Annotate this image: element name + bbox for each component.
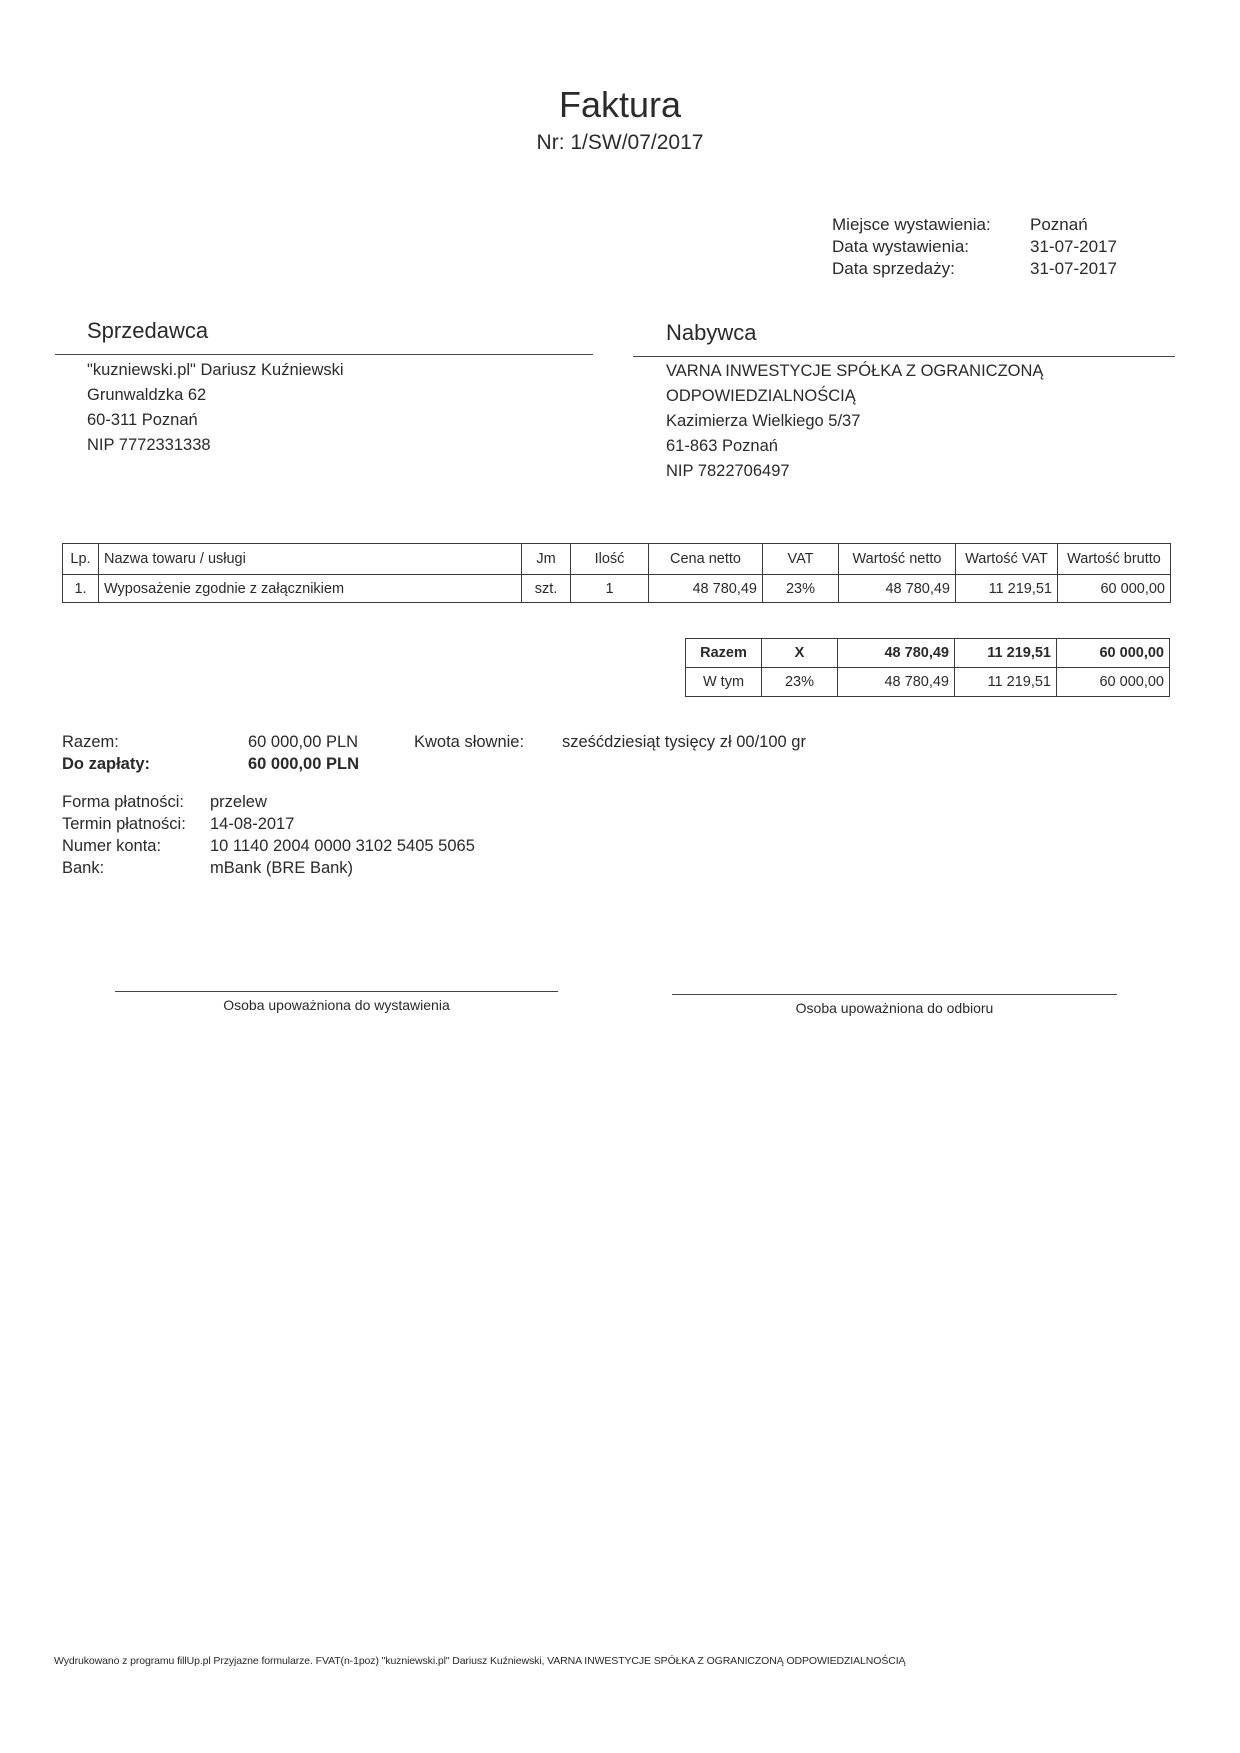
buyer-name-line2: ODPOWIEDZIALNOŚCIĄ (666, 387, 856, 405)
seller-divider (55, 354, 593, 355)
buyer-nip: NIP 7822706497 (666, 462, 790, 480)
summary-total-label: Razem: (62, 733, 119, 751)
payment-value: 10 1140 2004 0000 3102 5405 5065 (210, 837, 475, 855)
meta-value: Poznań (1030, 215, 1088, 234)
payment-label: Termin płatności: (62, 815, 186, 833)
payment-row-method (62, 791, 475, 813)
meta-value: 31-07-2017 (1030, 237, 1117, 256)
items-header-row (63, 544, 1171, 575)
totals-gross: 60 000,00 (1057, 668, 1170, 697)
cell-name: Wyposażenie zgodnie z załącznikiem (99, 575, 522, 603)
payment-label: Numer konta: (62, 837, 162, 855)
seller-block (87, 358, 344, 458)
summary-total-value: 60 000,00 PLN (248, 733, 359, 751)
items-table (62, 543, 1171, 603)
payment-row-bank (62, 857, 475, 879)
buyer-street: Kazimierza Wielkiego 5/37 (666, 412, 861, 430)
totals-row-breakdown (686, 668, 1170, 697)
seller-nip: NIP 7772331338 (87, 436, 211, 454)
signature-label-issuer: Osoba upoważniona do wystawienia (223, 997, 450, 1013)
payment-value: 14-08-2017 (210, 815, 295, 833)
seller-name: "kuzniewski.pl" Dariusz Kuźniewski (87, 361, 344, 379)
buyer-divider (633, 356, 1175, 357)
seller-city: 60-311 Poznań (87, 411, 198, 429)
footer-note: Wydrukowano z programu fillUp.pl Przyjazne formularze. FVAT(n-1poz) "kuzniewski.pl" Dariusz Kuźniewski, VARNA INWESTYCJE SPÓŁKA Z OGRANICZONĄ ODPOWIEDZIALNOŚCIĄ (54, 1655, 906, 1667)
buyer-name-line1: VARNA INWESTYCJE SPÓŁKA Z OGRANICZONĄ (666, 362, 1044, 380)
totals-rate: 23% (762, 668, 838, 697)
header-cell: Wartość VAT (956, 544, 1058, 575)
cell-vat-value: 11 219,51 (956, 575, 1058, 603)
meta-label: Data sprzedaży: (832, 259, 955, 278)
seller-street: Grunwaldzka 62 (87, 386, 207, 404)
totals-table (685, 638, 1170, 697)
signature-line-recipient (672, 994, 1117, 995)
meta-label: Data wystawienia: (832, 237, 970, 256)
amount-due-label: Do zapłaty: (62, 755, 151, 773)
payment-row-due-date (62, 813, 475, 835)
header-cell: Jm (522, 544, 571, 575)
cell-vat-rate: 23% (763, 575, 839, 603)
header-cell: Wartość netto (839, 544, 956, 575)
seller-heading: Sprzedawca (87, 318, 209, 343)
table-row (63, 575, 1171, 603)
totals-net: 48 780,49 (838, 639, 955, 668)
header-cell: Cena netto (649, 544, 763, 575)
header-cell: VAT (763, 544, 839, 575)
header-cell: Nazwa towaru / usługi (99, 544, 522, 575)
meta-value: 31-07-2017 (1030, 259, 1117, 278)
cell-net-price: 48 780,49 (649, 575, 763, 603)
payment-label: Bank: (62, 859, 105, 877)
payment-row-account (62, 835, 475, 857)
signature-line-issuer (115, 991, 558, 992)
amount-in-words-label: Kwota słownie: (414, 733, 525, 751)
header-cell: Lp. (63, 544, 99, 575)
buyer-city: 61-863 Poznań (666, 437, 778, 455)
totals-label: W tym (686, 668, 762, 697)
meta-row-place (832, 214, 1150, 236)
totals-row-sum (686, 639, 1170, 668)
header-cell: Ilość (571, 544, 649, 575)
payment-value: przelew (210, 793, 267, 811)
totals-rate: X (762, 639, 838, 668)
cell-gross-value: 60 000,00 (1058, 575, 1171, 603)
cell-qty: 1 (571, 575, 649, 603)
invoice-title: Faktura (558, 84, 682, 125)
amount-in-words-value: sześćdziesiąt tysięcy zł 00/100 gr (562, 733, 806, 751)
amount-due-value: 60 000,00 PLN (248, 755, 359, 773)
payment-details (62, 791, 475, 879)
meta-row-sale-date (832, 258, 1150, 280)
totals-net: 48 780,49 (838, 668, 955, 697)
totals-vat: 11 219,51 (955, 668, 1057, 697)
cell-net-value: 48 780,49 (839, 575, 956, 603)
invoice-number: Nr: 1/SW/07/2017 (536, 131, 704, 154)
payment-value: mBank (BRE Bank) (210, 859, 354, 877)
payment-label: Forma płatności: (62, 793, 184, 811)
totals-gross: 60 000,00 (1057, 639, 1170, 668)
cell-lp: 1. (63, 575, 99, 603)
header-cell: Wartość brutto (1058, 544, 1171, 575)
invoice-meta (832, 214, 1150, 280)
meta-label: Miejsce wystawienia: (832, 215, 991, 234)
totals-label: Razem (686, 639, 762, 668)
buyer-block (666, 359, 1043, 484)
buyer-heading: Nabywca (666, 320, 757, 345)
signature-label-recipient: Osoba upoważniona do odbioru (795, 1000, 994, 1016)
cell-unit: szt. (522, 575, 571, 603)
totals-vat: 11 219,51 (955, 639, 1057, 668)
meta-row-issue-date (832, 236, 1150, 258)
